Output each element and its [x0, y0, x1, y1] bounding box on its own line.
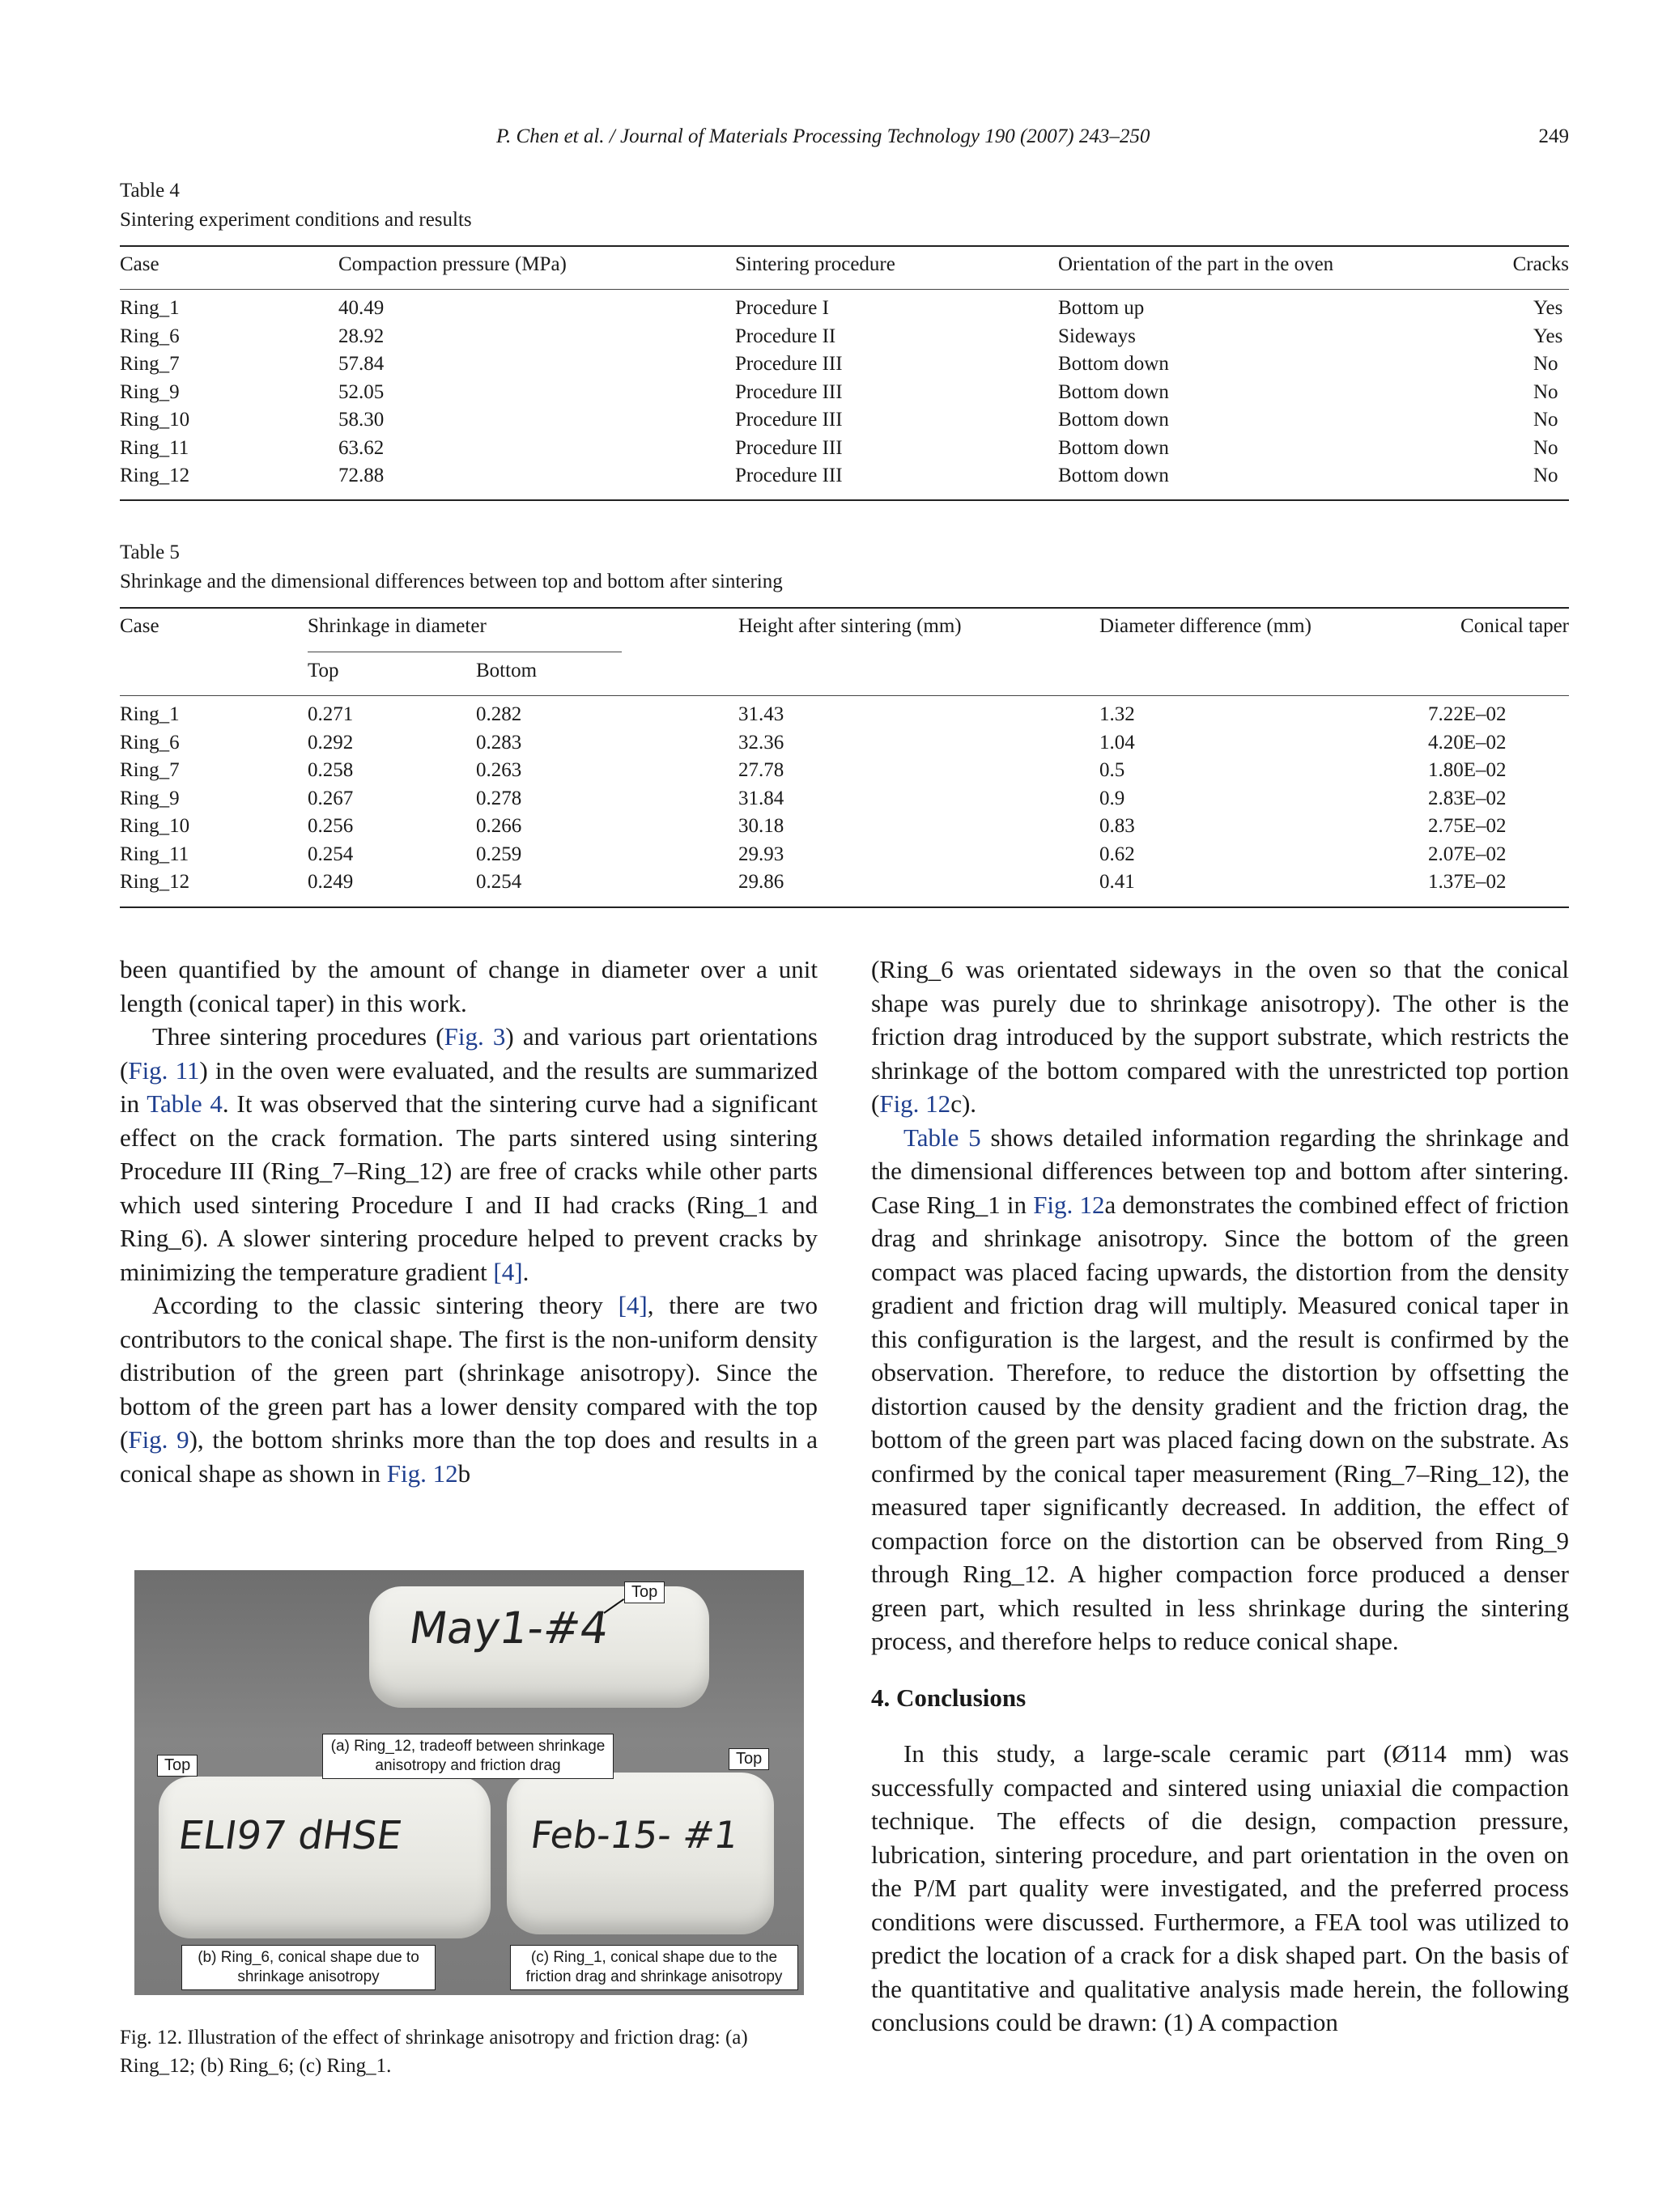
table4-cell: 63.62	[338, 436, 385, 459]
table5-cell: 29.93	[738, 843, 784, 865]
table5-cell: 2.83E–02	[1428, 787, 1507, 809]
handwritten-label-b: ELI97 dHSE	[176, 1813, 405, 1858]
table4-cell: No	[1533, 436, 1558, 459]
table5-cell: 32.36	[738, 731, 784, 754]
table5-cell: Ring_11	[120, 843, 189, 865]
paragraph: According to the classic sintering theory [4], there are two contributors to the conical shape. The first is the non-uniform density distribution of the green part (shrinkage anisotropy). Since the bottom of the green part has a lower density compared with the top (Fig. 9), the bottom shrinks more than the top does and results in a conical shape as shown in Fig. 12b	[120, 1291, 818, 1488]
table5-cell: 0.5	[1099, 759, 1125, 781]
table4-cell: No	[1533, 465, 1558, 486]
table4-cell: No	[1533, 353, 1558, 375]
table4-cell: Ring_9	[120, 380, 180, 403]
table5-cell: 0.258	[308, 759, 354, 781]
table5-cell: 31.84	[738, 787, 784, 809]
fig3-link[interactable]: Fig. 3	[444, 1022, 506, 1051]
ref4-link[interactable]: [4]	[493, 1257, 523, 1286]
figure-label-b: (b) Ring_6, conical shape due to shrinkage anisotropy	[181, 1945, 436, 1990]
table4-cell: Ring_1	[120, 297, 180, 319]
handwritten-label-a: May1-#4	[406, 1603, 612, 1654]
paragraph: Three sintering procedures (Fig. 3) and various part orientations (Fig. 11) in the oven were evaluated, and the results are summarized in Table 4. It was observed that the sintering curve had a significant effect on the crack formation. The parts sintered using sintering Procedure III (Ring_7–Ring_12) are free of cracks while other parts which used sintering Procedure I and II had cracks (Ring_1 and Ring_6). A slower sintering procedure helped to prevent cracks by minimizing the temperature gradient [4].	[120, 1022, 818, 1286]
table4-cell: Ring_6	[120, 325, 180, 347]
table5-cell: 0.267	[308, 787, 354, 809]
left-column	[120, 953, 818, 1490]
page-number: 249	[1538, 125, 1569, 147]
table4-caption	[120, 176, 472, 235]
table5-cell: 1.04	[1099, 731, 1135, 754]
fig12-link[interactable]: Fig. 12	[1033, 1190, 1105, 1219]
fig11-link[interactable]: Fig. 11	[128, 1055, 200, 1085]
table4-cell: Procedure II	[735, 325, 836, 347]
paragraph: been quantified by the amount of change in diameter over a unit length (conical taper) in this work.	[120, 955, 818, 1017]
top-tag-b: Top	[157, 1755, 198, 1777]
table4-label: Table 4	[120, 180, 180, 202]
table5-caption	[120, 538, 783, 597]
table4-cell: No	[1533, 409, 1558, 431]
table5-cell: 1.32	[1099, 703, 1135, 725]
table5-cell: 0.263	[476, 759, 522, 781]
table5-cell: 0.9	[1099, 787, 1125, 809]
top-tag-c: Top	[729, 1748, 769, 1770]
table5-label: Table 5	[120, 541, 180, 563]
table4-cell: Procedure III	[735, 353, 843, 375]
table5-cell: Ring_12	[120, 871, 190, 893]
table4-header-cell: Cracks	[1512, 253, 1569, 275]
table5-cell: 27.78	[738, 759, 784, 781]
table4-cell: 52.05	[338, 380, 385, 403]
table5-cell: Ring_1	[120, 703, 180, 725]
figure-label-a: (a) Ring_12, tradeoff between shrinkage anisotropy and friction drag	[322, 1734, 614, 1779]
table5-title: Shrinkage and the dimensional differences between top and bottom after sintering	[120, 571, 783, 592]
fig12-link[interactable]: Fig. 12	[386, 1458, 458, 1488]
table5-cell: 0.283	[476, 731, 522, 754]
table5-cell: 0.254	[476, 871, 522, 893]
table4-top-rule	[120, 245, 1569, 247]
table5-cell: 7.22E–02	[1428, 703, 1507, 725]
table5-bottom-rule	[120, 906, 1569, 908]
table4-cell: 58.30	[338, 409, 385, 431]
table4-cell: Bottom down	[1058, 436, 1169, 459]
journal-citation: P. Chen et al. / Journal of Materials Processing Technology 190 (2007) 243–250	[496, 125, 1150, 147]
table5-cell: 1.37E–02	[1428, 871, 1507, 893]
table5-cell: 0.249	[308, 871, 354, 893]
paragraph: Table 5 shows detailed information regarding the shrinkage and the dimensional differences between top and bottom after sintering. Case Ring_1 in Fig. 12a demonstrates the combined effect of friction drag and shrinkage anisotropy. Since the bottom of the green compact was placed facing upwards, the distortion from the density gradient and friction drag will multiply. Measured conical taper in this configuration is the largest, and the result is confirmed by the observation. Therefore, to reduce the distortion by offsetting the distortion caused by the density gradient and the friction drag, the bottom of the green part was placed facing down on the substrate. As confirmed by the conical taper measurement (Ring_7–Ring_12), the measured taper significantly decreased. In addition, the effect of compaction force on the distortion can be observed from Ring_9 through Ring_12. A higher compaction force produced a denser green part, which resulted in less shrinkage during the sintering process, and therefore helps to reduce conical shape.	[871, 1123, 1570, 1655]
table4-link[interactable]: Table 4	[147, 1089, 223, 1118]
table4-cell: Sideways	[1058, 325, 1136, 347]
table5-cell: Ring_7	[120, 759, 180, 781]
table5-cell: Ring_9	[120, 787, 180, 809]
table5-header-cell: Height after sintering (mm)	[738, 615, 962, 637]
table4-bottom-rule	[120, 499, 1569, 501]
table5-subheader-cell: Top	[308, 660, 339, 681]
table4-cell: Procedure I	[735, 297, 829, 319]
table4-cell: Procedure III	[735, 380, 843, 403]
table4-cell: Procedure III	[735, 409, 843, 431]
handwritten-label-c: Feb-15- #1	[528, 1813, 742, 1857]
table4-cell: 28.92	[338, 325, 385, 347]
table4-cell: Ring_12	[120, 465, 190, 486]
table4-cell: Ring_11	[120, 436, 189, 459]
table4-cell: Bottom down	[1058, 465, 1169, 486]
table5-cell: 29.86	[738, 871, 784, 893]
table5-header-cell: Shrinkage in diameter	[308, 615, 487, 637]
table5-cell: 0.254	[308, 843, 354, 865]
table4-header-cell: Orientation of the part in the oven	[1058, 253, 1334, 275]
table4-cell: Bottom down	[1058, 380, 1169, 403]
ref4-link[interactable]: [4]	[618, 1291, 648, 1319]
table5-top-rule	[120, 607, 1569, 609]
table4-cell: Ring_7	[120, 353, 180, 375]
table5-cell: 0.271	[308, 703, 354, 725]
table5-cell: 0.266	[476, 815, 522, 837]
table5-subheader-cell: Bottom	[476, 660, 538, 681]
table5-cell: 0.278	[476, 787, 522, 809]
table5-cell: Ring_10	[120, 815, 190, 837]
table4-cell: 57.84	[338, 353, 385, 375]
section-heading-conclusions: 4. Conclusions	[871, 1683, 1027, 1712]
table5-cell: 30.18	[738, 815, 784, 837]
table5-head-rule	[120, 695, 1569, 696]
figure-12-caption: Fig. 12. Illustration of the effect of shrinkage anisotropy and friction drag: (a) Ring_12; (b) Ring_6; (c) Ring_1.	[120, 2027, 748, 2077]
table5-cell: 0.256	[308, 815, 354, 837]
table5-cell: 0.282	[476, 703, 522, 725]
table4-cell: Procedure III	[735, 465, 843, 486]
figure-12-photo	[134, 1570, 804, 1995]
table5-header-cell: Conical taper	[1460, 615, 1569, 637]
right-column	[871, 953, 1569, 2040]
table4-cell: No	[1533, 380, 1558, 403]
table5-cell: 1.80E–02	[1428, 759, 1507, 781]
table4-cell: Yes	[1533, 297, 1563, 319]
table4-header-cell: Compaction pressure (MPa)	[338, 253, 567, 275]
table4-cell: Bottom down	[1058, 353, 1169, 375]
table4-cell: Ring_10	[120, 409, 190, 431]
table5-cell: 0.292	[308, 731, 354, 754]
table4-head-rule	[120, 289, 1569, 290]
table5-link[interactable]: Table 5	[903, 1123, 981, 1152]
table5-cell: 2.75E–02	[1428, 815, 1507, 837]
table5-cell: Ring_6	[120, 731, 180, 754]
table4-title: Sintering experiment conditions and results	[120, 209, 472, 231]
table4-cell: Yes	[1533, 325, 1563, 347]
figure-label-c: (c) Ring_1, conical shape due to the friction drag and shrinkage anisotropy	[510, 1945, 798, 1990]
table5-header-cell: Case	[120, 615, 159, 637]
table4-cell: 72.88	[338, 465, 385, 486]
table4-header-cell: Sintering procedure	[735, 253, 895, 275]
table5-cell: 0.62	[1099, 843, 1135, 865]
fig9-link[interactable]: Fig. 9	[128, 1425, 189, 1454]
table4-cell: Bottom up	[1058, 297, 1145, 319]
table5-cell: 4.20E–02	[1428, 731, 1507, 754]
paragraph: In this study, a large-scale ceramic part (Ø114 mm) was successfully compacted and sintered using uniaxial die compaction technique. The effects of die design, compaction pressure, lubrication, sintering procedure, and part orientation in the oven on the P/M part quality were investigated, and the preferred process conditions were discussed. Furthermore, a FEA tool was utilized to predict the location of a crack for a disk shaped part. On the basis of the quantitative and qualitative analysis made herein, the following conclusions could be drawn: (1) A compaction	[871, 1739, 1569, 2036]
table5-cell: 2.07E–02	[1428, 843, 1507, 865]
top-tag-a: Top	[624, 1582, 665, 1603]
table5-cell: 0.259	[476, 843, 522, 865]
table4-cell: Bottom down	[1058, 409, 1169, 431]
table5-cell: 0.41	[1099, 871, 1135, 893]
paragraph: (Ring_6 was orientated sideways in the oven so that the conical shape was purely due to shrinkage anisotropy). The other is the friction drag introduced by the support substrate, which restricts the shrinkage of the bottom compared with the unrestricted top portion (Fig. 12c).	[871, 955, 1569, 1118]
table4-cell: 40.49	[338, 297, 385, 319]
table5-cell: 31.43	[738, 703, 784, 725]
table4-cell: Procedure III	[735, 436, 843, 459]
table5-header-cell: Diameter difference (mm)	[1099, 615, 1312, 637]
table5-cell: 0.83	[1099, 815, 1135, 837]
table4-header-cell: Case	[120, 253, 159, 275]
fig12-link[interactable]: Fig. 12	[879, 1089, 951, 1118]
